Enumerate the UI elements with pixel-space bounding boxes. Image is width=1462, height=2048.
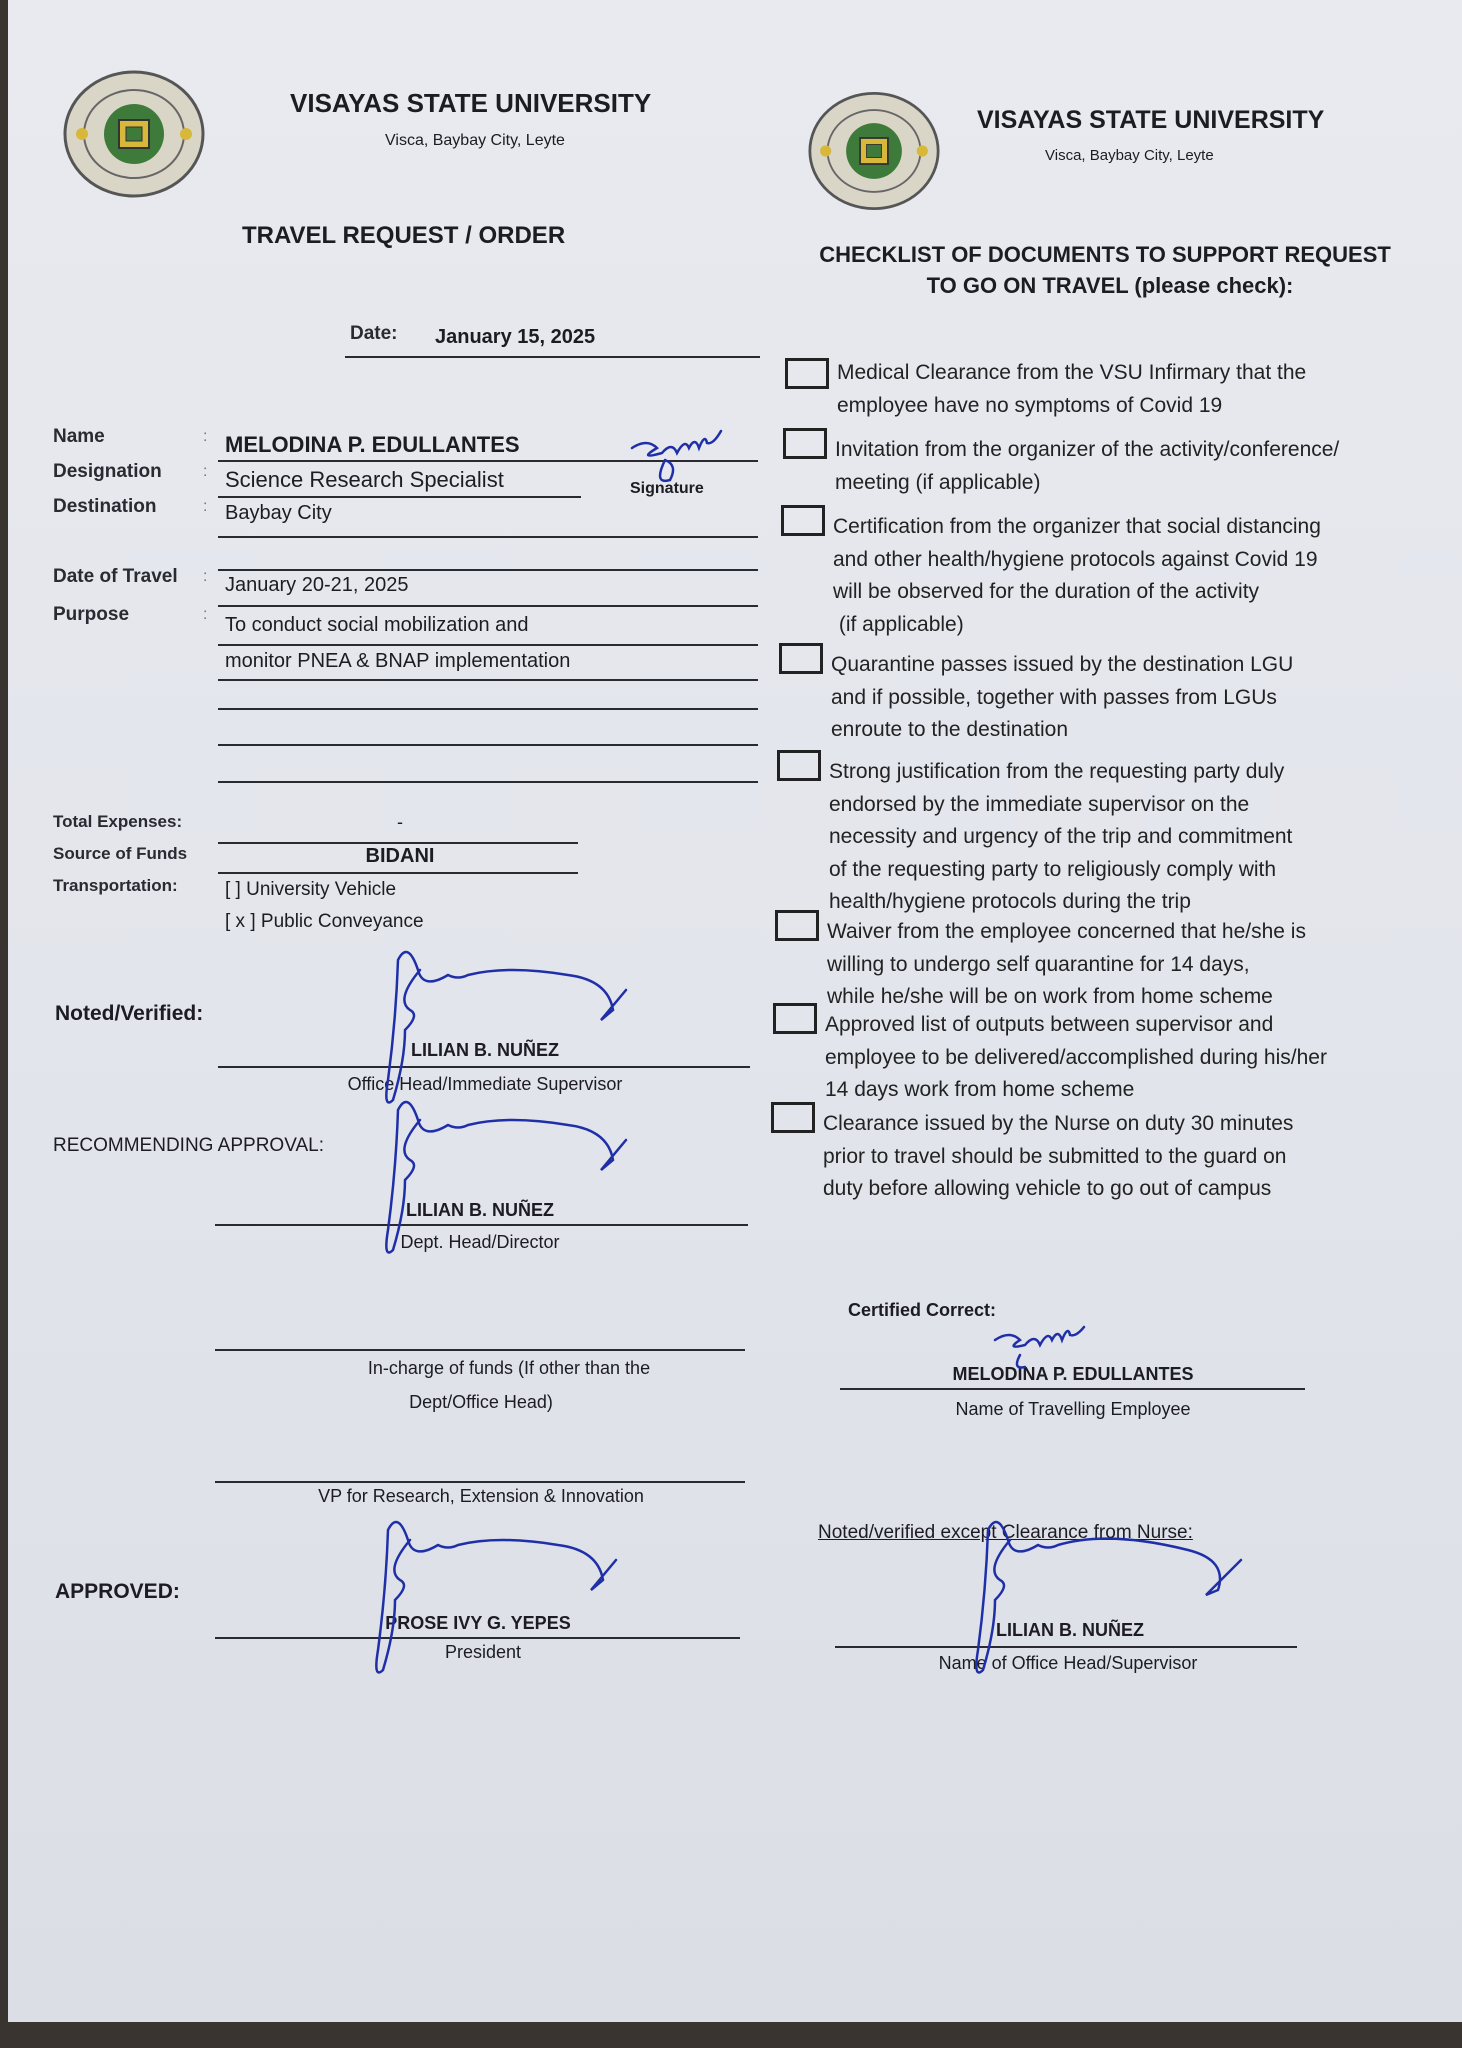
option-label: University Vehicle (246, 879, 397, 900)
checklist-checkbox[interactable] (771, 1102, 815, 1133)
colon: : (203, 568, 208, 585)
travel-date-label: Date of Travel (53, 566, 178, 587)
signature-line (218, 1066, 750, 1068)
purpose-underline (218, 781, 758, 783)
supervisor-role: Name of Office Head/Supervisor (938, 1653, 1198, 1673)
checklist-item-line: 14 days work from home scheme (825, 1078, 1135, 1101)
travel-date-value[interactable]: January 20-21, 2025 (225, 574, 409, 596)
university-name: VISAYAS STATE UNIVERSITY (290, 88, 652, 118)
destination-label: Destination (53, 496, 157, 517)
checklist-item-line: prior to travel should be submitted to the guard on (823, 1144, 1287, 1168)
transport-option-university-vehicle[interactable] (225, 879, 396, 901)
destination-underline-2 (218, 569, 758, 571)
checklist-item (825, 1009, 1327, 1107)
total-expenses-underline (218, 842, 578, 844)
checklist-checkbox[interactable] (779, 643, 823, 674)
checkbox-mark[interactable]: [ x ] (225, 911, 256, 932)
purpose-underline (218, 744, 758, 746)
signature-line (215, 1349, 745, 1351)
designation-label: Designation (53, 461, 162, 482)
checklist-item-line: necessity and urgency of the trip and commitment (829, 825, 1293, 848)
date-underline (345, 356, 760, 358)
checklist-item-line: and other health/hygiene protocols against Covid 19 (833, 547, 1318, 571)
checklist-item-line: employee have no symptoms of Covid 19 (837, 393, 1223, 417)
university-seal-logo (63, 70, 205, 198)
purpose-label: Purpose (53, 604, 130, 625)
checklist-checkbox[interactable] (783, 428, 827, 459)
signature-line (215, 1637, 740, 1639)
purpose-underline (218, 708, 758, 710)
colon: : (203, 428, 208, 445)
checklist-item-line: Waiver from the employee concerned that he/she is (827, 920, 1306, 943)
nurse-note: Noted/verified except Clearance from Nurse: (818, 1522, 1193, 1543)
noted-name: LILIAN B. NUÑEZ (411, 1040, 559, 1060)
checklist-item-line: while he/she will be on work from home scheme (827, 985, 1273, 1008)
funds-role-2: Dept/Office Head) (409, 1392, 553, 1412)
form-title: TRAVEL REQUEST / ORDER (242, 222, 566, 249)
checklist-item-line: Clearance issued by the Nurse on duty 30 minutes (823, 1112, 1294, 1135)
recommending-label: RECOMMENDING APPROVAL: (53, 1135, 324, 1156)
recommending-name: LILIAN B. NUÑEZ (406, 1200, 554, 1220)
university-name: VISAYAS STATE UNIVERSITY (977, 106, 1325, 134)
checklist-item-line: Medical Clearance from the VSU Infirmary that the (837, 361, 1307, 384)
checklist-item-line: health/hygiene protocols during the trip (829, 890, 1191, 913)
signature-line (215, 1224, 748, 1226)
transport-option-public-conveyance[interactable] (225, 911, 424, 933)
purpose-underline (218, 679, 758, 681)
checklist-subtitle: TO GO ON TRAVEL (please check): (926, 273, 1294, 298)
approved-role: President (444, 1642, 522, 1662)
checklist-item-line: meeting (if applicable) (835, 470, 1041, 494)
checklist-item (829, 756, 1292, 919)
employee-role: Name of Travelling Employee (955, 1399, 1191, 1419)
source-of-funds-label: Source of Funds (53, 844, 188, 863)
checklist-title: CHECKLIST OF DOCUMENTS TO SUPPORT REQUEST (819, 242, 1391, 267)
university-address: Visca, Baybay City, Leyte (385, 132, 565, 149)
vp-role: VP for Research, Extension & Innovation (318, 1486, 644, 1506)
checklist-item-line: Strong justification from the requesting party duly (829, 760, 1285, 783)
purpose-line-2[interactable]: monitor PNEA & BNAP implementation (225, 650, 571, 672)
designation-underline (218, 496, 581, 498)
colon: : (203, 463, 208, 480)
checklist-item-line: (if applicable) (833, 612, 964, 636)
checklist-item (823, 1108, 1293, 1206)
checkbox-mark[interactable]: [ ] (225, 879, 241, 900)
date-label: Date: (350, 323, 398, 344)
source-of-funds-value[interactable]: BIDANI (365, 845, 435, 867)
checklist-checkbox[interactable] (777, 750, 821, 781)
approved-label: APPROVED: (55, 1580, 180, 1603)
source-of-funds-underline (218, 872, 578, 874)
purpose-line-1[interactable]: To conduct social mobilization and (225, 614, 529, 636)
checklist-item-line: and if possible, together with passes from LGUs (831, 685, 1277, 709)
employee-name: MELODINA P. EDULLANTES (952, 1364, 1194, 1384)
certified-label: Certified Correct: (848, 1300, 997, 1320)
checklist-item-line: Invitation from the organizer of the activity/conference/ (835, 438, 1340, 461)
approved-name: PROSE IVY G. YEPES (385, 1613, 571, 1633)
name-underline (218, 460, 758, 462)
signature-line (215, 1481, 745, 1483)
checklist-item (827, 916, 1306, 1014)
checklist-item-line: endorsed by the immediate supervisor on the (829, 792, 1250, 816)
checklist-item (833, 511, 1321, 641)
destination-underline (218, 536, 758, 538)
checklist-item-line: employee to be delivered/accomplished during his/her (825, 1045, 1327, 1069)
noted-role: Office Head/Immediate Supervisor (347, 1074, 623, 1094)
checklist-item (835, 434, 1339, 499)
colon: : (203, 606, 208, 623)
university-seal-logo (808, 90, 940, 212)
supervisor-name: LILIAN B. NUÑEZ (996, 1620, 1144, 1640)
checklist-item (831, 649, 1293, 747)
name-value[interactable]: MELODINA P. EDULLANTES (225, 432, 520, 457)
funds-role: In-charge of funds (If other than the (367, 1358, 651, 1378)
noted-label: Noted/Verified: (55, 1002, 204, 1025)
option-label: Public Conveyance (260, 911, 424, 932)
checklist-item-line: duty before allowing vehicle to go out of campus (823, 1177, 1272, 1200)
recommending-role: Dept. Head/Director (400, 1232, 560, 1252)
checklist-checkbox[interactable] (781, 505, 825, 536)
checklist-item-line: of the requesting party to religiously comply with (829, 857, 1277, 881)
colon: : (203, 498, 208, 515)
signature-line (835, 1646, 1297, 1648)
date-value[interactable]: January 15, 2025 (435, 326, 596, 348)
checklist-item-line: will be observed for the duration of the activity (833, 580, 1260, 603)
total-expenses-label: Total Expenses: (53, 812, 183, 831)
checklist-item-line: Approved list of outputs between supervisor and (825, 1013, 1274, 1036)
checklist-item (837, 357, 1306, 422)
destination-value[interactable]: Baybay City (225, 502, 332, 524)
designation-value[interactable]: Science Research Specialist (225, 467, 504, 492)
checklist-item-line: willing to undergo self quarantine for 14 days, (827, 952, 1250, 976)
checklist-checkbox[interactable] (775, 910, 819, 941)
travel-date-underline (218, 605, 758, 607)
checklist-checkbox[interactable] (773, 1003, 817, 1034)
purpose-underline (218, 644, 758, 646)
university-address: Visca, Baybay City, Leyte (1045, 147, 1214, 164)
total-expenses-value[interactable]: - (397, 812, 403, 832)
name-label: Name (53, 426, 105, 447)
checklist-item-line: enroute to the destination (831, 718, 1069, 741)
checklist-item-line: Quarantine passes issued by the destination LGU (831, 653, 1294, 676)
signature-line (840, 1388, 1305, 1390)
checklist-checkbox[interactable] (785, 358, 829, 389)
signature-label: Signature (630, 480, 704, 497)
checklist-item-line: Certification from the organizer that social distancing (833, 515, 1321, 538)
transportation-label: Transportation: (53, 876, 178, 895)
